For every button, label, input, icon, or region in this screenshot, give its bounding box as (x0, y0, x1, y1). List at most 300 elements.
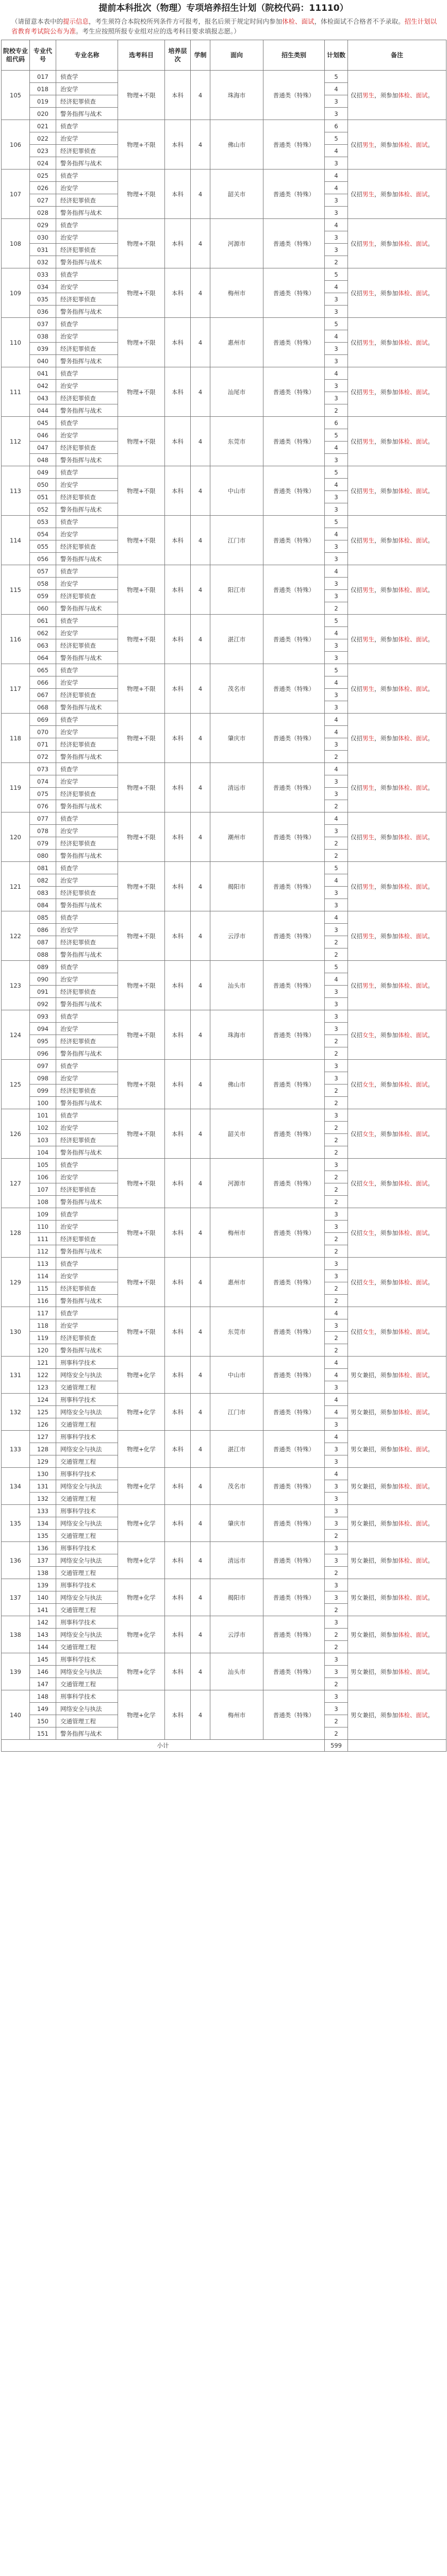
years-cell: 4 (191, 1307, 210, 1357)
category-cell: 普通类（特殊） (263, 664, 325, 714)
quota-cell: 2 (325, 1134, 348, 1146)
major-code-cell: 060 (30, 602, 56, 615)
remark-text: 。 (427, 1179, 434, 1187)
remark-highlight: 男生 (362, 338, 374, 346)
major-code-cell: 136 (30, 1542, 56, 1554)
quota-cell: 2 (325, 1245, 348, 1258)
remark-text: ，须参加 (374, 1031, 398, 1039)
quota-cell: 2 (325, 1035, 348, 1047)
remark-highlight: 女生 (362, 1179, 374, 1187)
remark-highlight: 体检、面试 (398, 91, 428, 99)
remark-text: 。 (427, 685, 434, 692)
major-name-cell: 侦查学 (56, 1159, 118, 1171)
remark-highlight: 男生 (362, 190, 374, 198)
group-code-cell: 134 (2, 1468, 30, 1505)
quota-cell: 3 (325, 689, 348, 701)
quota-cell: 3 (325, 553, 348, 565)
quota-cell: 6 (325, 417, 348, 429)
remark-highlight: 体检、面试 (398, 1556, 428, 1564)
quota-cell: 2 (325, 1171, 348, 1183)
major-name-cell: 侦查学 (56, 268, 118, 281)
remark-highlight: 男生 (362, 981, 374, 989)
remark-highlight: 体检、面试 (398, 1278, 428, 1286)
major-code-cell: 062 (30, 627, 56, 639)
category-cell: 普通类（特殊） (263, 1579, 325, 1616)
years-cell: 4 (191, 1653, 210, 1690)
header-level: 培养层次 (165, 40, 191, 71)
major-code-cell: 132 (30, 1493, 56, 1505)
header-remarks: 备注 (348, 40, 446, 71)
major-name-cell: 警务指挥与战术 (56, 157, 118, 170)
region-cell: 汕头市 (210, 1653, 263, 1690)
quota-cell: 3 (325, 1418, 348, 1431)
major-name-cell: 网络安全与执法 (56, 1517, 118, 1530)
level-cell: 本科 (165, 763, 191, 812)
quota-cell: 2 (325, 850, 348, 862)
subtotal-value: 599 (325, 1740, 348, 1752)
subjects-cell: 物理+化学 (118, 1468, 165, 1505)
major-code-cell: 081 (30, 862, 56, 874)
remark-text: 仅招 (351, 388, 362, 396)
major-code-cell: 029 (30, 219, 56, 231)
quota-cell: 4 (325, 676, 348, 689)
remarks-cell (348, 1394, 446, 1431)
group-code-cell: 122 (2, 911, 30, 961)
notice-segment: ，体检面试不合格者不予录取。 (314, 18, 405, 25)
subjects-cell: 物理+不限 (118, 1010, 165, 1060)
major-name-cell: 经济犯罪侦查 (56, 1183, 118, 1196)
remark-highlight: 体检、面试 (398, 289, 428, 297)
major-name-cell: 警务指挥与战术 (56, 1245, 118, 1258)
remark-text: 仅招 (351, 437, 362, 445)
major-code-cell: 025 (30, 170, 56, 182)
remark-text: 。 (427, 338, 434, 346)
category-cell: 普通类（特殊） (263, 1394, 325, 1431)
major-code-cell: 083 (30, 887, 56, 899)
major-name-cell: 经济犯罪侦查 (56, 689, 118, 701)
years-cell: 4 (191, 664, 210, 714)
major-code-cell: 040 (30, 355, 56, 367)
category-cell: 普通类（特殊） (263, 1431, 325, 1468)
major-code-cell: 078 (30, 825, 56, 837)
region-cell: 惠州市 (210, 318, 263, 367)
quota-cell: 2 (325, 1567, 348, 1579)
quota-cell: 2 (325, 1122, 348, 1134)
major-name-cell: 侦查学 (56, 219, 118, 231)
major-code-cell: 064 (30, 652, 56, 664)
remark-text: 。 (427, 240, 434, 247)
category-cell: 普通类（特殊） (263, 1109, 325, 1159)
remark-text: 。 (427, 1278, 434, 1286)
group-code-cell: 136 (2, 1542, 30, 1579)
major-code-cell: 031 (30, 244, 56, 256)
remark-text: 。 (427, 388, 434, 396)
major-code-cell: 103 (30, 1134, 56, 1146)
major-name-cell: 治安学 (56, 775, 118, 788)
group-code-cell: 124 (2, 1010, 30, 1060)
category-cell: 普通类（特殊） (263, 812, 325, 862)
remark-text: ，须参加 (374, 1229, 398, 1236)
quota-cell: 3 (325, 1109, 348, 1122)
major-code-cell: 026 (30, 182, 56, 194)
level-cell: 本科 (165, 1109, 191, 1159)
remark-highlight: 体检、面试 (398, 685, 428, 692)
remark-text: 仅招 (351, 883, 362, 890)
remark-text: ，须参加 (374, 1179, 398, 1187)
remark-text: 。 (427, 1519, 434, 1527)
level-cell: 本科 (165, 71, 191, 120)
group-code-cell: 125 (2, 1060, 30, 1109)
remark-text: 。 (427, 1711, 434, 1719)
quota-cell: 3 (325, 491, 348, 503)
major-name-cell: 侦查学 (56, 615, 118, 627)
table-row (2, 268, 446, 281)
major-name-cell: 侦查学 (56, 1307, 118, 1319)
years-cell: 4 (191, 1159, 210, 1208)
region-cell: 肇庆市 (210, 714, 263, 763)
remarks-cell (348, 1060, 446, 1109)
years-cell: 4 (191, 565, 210, 615)
major-code-cell: 058 (30, 578, 56, 590)
quota-cell: 3 (325, 1542, 348, 1554)
years-cell: 4 (191, 862, 210, 911)
group-code-cell: 114 (2, 516, 30, 565)
major-name-cell: 交通管理工程 (56, 1715, 118, 1727)
remark-text: ，须参加 (374, 1278, 398, 1286)
remark-highlight: 体检、面试 (398, 141, 428, 148)
table-row (2, 961, 446, 973)
level-cell: 本科 (165, 1653, 191, 1690)
group-code-cell: 115 (2, 565, 30, 615)
group-code-cell: 117 (2, 664, 30, 714)
quota-cell: 3 (325, 590, 348, 602)
table-row (2, 219, 446, 231)
years-cell: 4 (191, 961, 210, 1010)
remark-text: 仅招 (351, 1080, 362, 1088)
remark-text: 仅招 (351, 586, 362, 594)
remark-text: 。 (427, 1130, 434, 1138)
subjects-cell: 物理+不限 (118, 170, 165, 219)
remark-text: ，须参加 (374, 635, 398, 643)
major-name-cell: 交通管理工程 (56, 1567, 118, 1579)
quota-cell: 3 (325, 1319, 348, 1332)
group-code-cell: 110 (2, 318, 30, 367)
major-code-cell: 037 (30, 318, 56, 330)
group-code-cell: 135 (2, 1505, 30, 1542)
major-name-cell: 侦查学 (56, 664, 118, 676)
major-name-cell: 警务指挥与战术 (56, 998, 118, 1010)
quota-cell: 3 (325, 652, 348, 664)
table-row (2, 71, 446, 83)
major-code-cell: 028 (30, 207, 56, 219)
remark-text: 。 (427, 883, 434, 890)
remark-highlight: 体检、面试 (398, 1328, 428, 1335)
remark-highlight: 体检、面试 (398, 1631, 428, 1638)
major-code-cell: 145 (30, 1653, 56, 1666)
remarks-cell (348, 1431, 446, 1468)
remark-text: ，须参加 (374, 240, 398, 247)
major-code-cell: 098 (30, 1072, 56, 1084)
quota-cell: 4 (325, 726, 348, 738)
region-cell: 佛山市 (210, 120, 263, 170)
major-code-cell: 041 (30, 367, 56, 380)
years-cell: 4 (191, 1505, 210, 1542)
major-name-cell: 警务指挥与战术 (56, 553, 118, 565)
major-name-cell: 网络安全与执法 (56, 1591, 118, 1604)
major-code-cell: 049 (30, 466, 56, 479)
major-name-cell: 治安学 (56, 281, 118, 293)
quota-cell: 3 (325, 1653, 348, 1666)
major-code-cell: 130 (30, 1468, 56, 1480)
quota-cell: 3 (325, 157, 348, 170)
category-cell: 普通类（特殊） (263, 1060, 325, 1109)
major-name-cell: 治安学 (56, 1270, 118, 1282)
major-code-cell: 036 (30, 306, 56, 318)
category-cell: 普通类（特殊） (263, 1258, 325, 1307)
quota-cell: 3 (325, 454, 348, 466)
major-code-cell: 050 (30, 479, 56, 491)
quota-cell: 3 (325, 231, 348, 244)
major-code-cell: 126 (30, 1418, 56, 1431)
category-cell: 普通类（特殊） (263, 961, 325, 1010)
group-code-cell: 108 (2, 219, 30, 268)
major-code-cell: 104 (30, 1146, 56, 1159)
table-row (2, 1505, 446, 1517)
major-name-cell: 侦查学 (56, 1109, 118, 1122)
quota-cell: 2 (325, 1047, 348, 1060)
group-code-cell: 127 (2, 1159, 30, 1208)
major-name-cell: 交通管理工程 (56, 1381, 118, 1394)
major-code-cell: 151 (30, 1727, 56, 1740)
major-name-cell: 经济犯罪侦查 (56, 738, 118, 751)
major-code-cell: 077 (30, 812, 56, 825)
years-cell: 4 (191, 714, 210, 763)
quota-cell: 4 (325, 281, 348, 293)
major-name-cell: 警务指挥与战术 (56, 404, 118, 417)
major-code-cell: 092 (30, 998, 56, 1010)
major-code-cell: 135 (30, 1530, 56, 1542)
major-code-cell: 115 (30, 1282, 56, 1295)
category-cell: 普通类（特殊） (263, 1208, 325, 1258)
subjects-cell: 物理+化学 (118, 1394, 165, 1431)
major-name-cell: 经济犯罪侦查 (56, 491, 118, 503)
remark-text: 男女兼招 (351, 1371, 374, 1379)
region-cell: 茂名市 (210, 1468, 263, 1505)
remark-highlight: 体检、面试 (398, 833, 428, 841)
remark-highlight: 体检、面试 (398, 1179, 428, 1187)
major-name-cell: 警务指挥与战术 (56, 602, 118, 615)
group-code-cell: 138 (2, 1616, 30, 1653)
category-cell: 普通类（特殊） (263, 1542, 325, 1579)
group-code-cell: 112 (2, 417, 30, 466)
major-code-cell: 022 (30, 132, 56, 145)
notice-segment: ，考生须符合本院校所列条件方可报考，报名后须于规定时间内参加 (89, 18, 283, 25)
major-code-cell: 143 (30, 1629, 56, 1641)
quota-cell: 4 (325, 182, 348, 194)
quota-cell: 3 (325, 1010, 348, 1023)
major-code-cell: 054 (30, 528, 56, 540)
major-name-cell: 侦查学 (56, 71, 118, 83)
major-code-cell: 109 (30, 1208, 56, 1221)
major-name-cell: 经济犯罪侦查 (56, 590, 118, 602)
category-cell: 普通类（特殊） (263, 120, 325, 170)
remark-text: ，须参加 (374, 91, 398, 99)
remark-text: 仅招 (351, 1328, 362, 1335)
major-code-cell: 027 (30, 194, 56, 207)
table-row (2, 516, 446, 528)
level-cell: 本科 (165, 565, 191, 615)
level-cell: 本科 (165, 219, 191, 268)
category-cell: 普通类（特殊） (263, 565, 325, 615)
table-row (2, 1307, 446, 1319)
region-cell: 河源市 (210, 219, 263, 268)
years-cell: 4 (191, 1258, 210, 1307)
level-cell: 本科 (165, 1579, 191, 1616)
region-cell: 云浮市 (210, 1616, 263, 1653)
major-code-cell: 030 (30, 231, 56, 244)
subjects-cell: 物理+化学 (118, 1357, 165, 1394)
quota-cell: 2 (325, 800, 348, 812)
region-cell: 梅州市 (210, 1690, 263, 1740)
remark-highlight: 体检、面试 (398, 1519, 428, 1527)
major-name-cell: 警务指挥与战术 (56, 652, 118, 664)
level-cell: 本科 (165, 664, 191, 714)
remark-highlight: 体检、面试 (398, 586, 428, 594)
remark-text: 男女兼招 (351, 1556, 374, 1564)
years-cell: 4 (191, 763, 210, 812)
major-name-cell: 网络安全与执法 (56, 1443, 118, 1455)
remark-text: ，须参加 (374, 1328, 398, 1335)
remarks-cell (348, 268, 446, 318)
region-cell: 江门市 (210, 1394, 263, 1431)
level-cell: 本科 (165, 1394, 191, 1431)
region-cell: 惠州市 (210, 1258, 263, 1307)
major-name-cell: 警务指挥与战术 (56, 108, 118, 120)
major-name-cell: 治安学 (56, 1023, 118, 1035)
remark-highlight: 女生 (362, 1031, 374, 1039)
remark-highlight: 体检、面试 (398, 190, 428, 198)
notice-segment: 。考生应按照所报专业组对应的选考科目要求填报志愿。） (76, 27, 240, 35)
remark-text: 。 (427, 1556, 434, 1564)
major-name-cell: 经济犯罪侦查 (56, 244, 118, 256)
remark-text: ，须参加 (374, 586, 398, 594)
major-name-cell: 刑事科学技术 (56, 1468, 118, 1480)
major-code-cell: 121 (30, 1357, 56, 1369)
subjects-cell: 物理+不限 (118, 1159, 165, 1208)
table-row (2, 1109, 446, 1122)
notice-text (11, 16, 437, 36)
remark-text: 男女兼招 (351, 1668, 374, 1675)
table-row (2, 1690, 446, 1703)
remark-text: 男女兼招 (351, 1482, 374, 1490)
region-cell: 中山市 (210, 1357, 263, 1394)
major-name-cell: 侦查学 (56, 466, 118, 479)
major-name-cell: 网络安全与执法 (56, 1480, 118, 1493)
quota-cell: 3 (325, 986, 348, 998)
major-code-cell: 101 (30, 1109, 56, 1122)
remark-text: 仅招 (351, 141, 362, 148)
major-name-cell: 治安学 (56, 330, 118, 343)
quota-cell: 4 (325, 1431, 348, 1443)
remarks-cell (348, 1307, 446, 1357)
major-name-cell: 侦查学 (56, 763, 118, 775)
remark-highlight: 男生 (362, 635, 374, 643)
quota-cell: 2 (325, 1282, 348, 1295)
region-cell: 韶关市 (210, 1109, 263, 1159)
major-name-cell: 刑事科学技术 (56, 1690, 118, 1703)
quota-cell: 4 (325, 145, 348, 157)
header-group-code: 院校专业组代码 (2, 40, 30, 71)
subjects-cell: 物理+化学 (118, 1579, 165, 1616)
remark-text: ，须参加 (374, 1080, 398, 1088)
category-cell: 普通类（特殊） (263, 911, 325, 961)
major-code-cell: 124 (30, 1394, 56, 1406)
major-code-cell: 051 (30, 491, 56, 503)
remark-text: 仅招 (351, 338, 362, 346)
region-cell: 韶关市 (210, 170, 263, 219)
major-code-cell: 090 (30, 973, 56, 986)
quota-cell: 3 (325, 1072, 348, 1084)
subjects-cell: 物理+不限 (118, 1258, 165, 1307)
quota-cell: 3 (325, 1060, 348, 1072)
table-row (2, 1579, 446, 1591)
major-code-cell: 093 (30, 1010, 56, 1023)
group-code-cell: 113 (2, 466, 30, 516)
region-cell: 梅州市 (210, 1208, 263, 1258)
remark-text: 。 (427, 586, 434, 594)
quota-cell: 2 (325, 1084, 348, 1097)
remarks-cell (348, 763, 446, 812)
major-code-cell: 068 (30, 701, 56, 714)
group-code-cell: 121 (2, 862, 30, 911)
major-name-cell: 网络安全与执法 (56, 1666, 118, 1678)
quota-cell: 3 (325, 503, 348, 516)
quota-cell: 4 (325, 330, 348, 343)
major-code-cell: 117 (30, 1307, 56, 1319)
major-name-cell: 侦查学 (56, 367, 118, 380)
major-name-cell: 警务指挥与战术 (56, 948, 118, 961)
quota-cell: 2 (325, 1344, 348, 1357)
quota-cell: 2 (325, 1604, 348, 1616)
major-code-cell: 075 (30, 788, 56, 800)
remark-highlight: 女生 (362, 1080, 374, 1088)
region-cell: 湛江市 (210, 615, 263, 664)
quota-cell: 4 (325, 1406, 348, 1418)
remark-text: 男女兼招 (351, 1445, 374, 1453)
major-code-cell: 106 (30, 1171, 56, 1183)
remark-text: 仅招 (351, 1278, 362, 1286)
remark-text: 仅招 (351, 685, 362, 692)
major-code-cell: 065 (30, 664, 56, 676)
major-name-cell: 侦查学 (56, 812, 118, 825)
remark-highlight: 男生 (362, 932, 374, 940)
remark-highlight: 体检、面试 (398, 437, 428, 445)
level-cell: 本科 (165, 1258, 191, 1307)
category-cell: 普通类（特殊） (263, 219, 325, 268)
major-code-cell: 018 (30, 83, 56, 95)
subjects-cell: 物理+化学 (118, 1616, 165, 1653)
quota-cell: 3 (325, 1443, 348, 1455)
major-name-cell: 侦查学 (56, 1208, 118, 1221)
years-cell: 4 (191, 1616, 210, 1653)
remark-text: 。 (427, 536, 434, 544)
major-name-cell: 网络安全与执法 (56, 1629, 118, 1641)
years-cell: 4 (191, 516, 210, 565)
quota-cell: 3 (325, 207, 348, 219)
remarks-cell (348, 1010, 446, 1060)
remarks-cell (348, 170, 446, 219)
major-code-cell: 119 (30, 1332, 56, 1344)
